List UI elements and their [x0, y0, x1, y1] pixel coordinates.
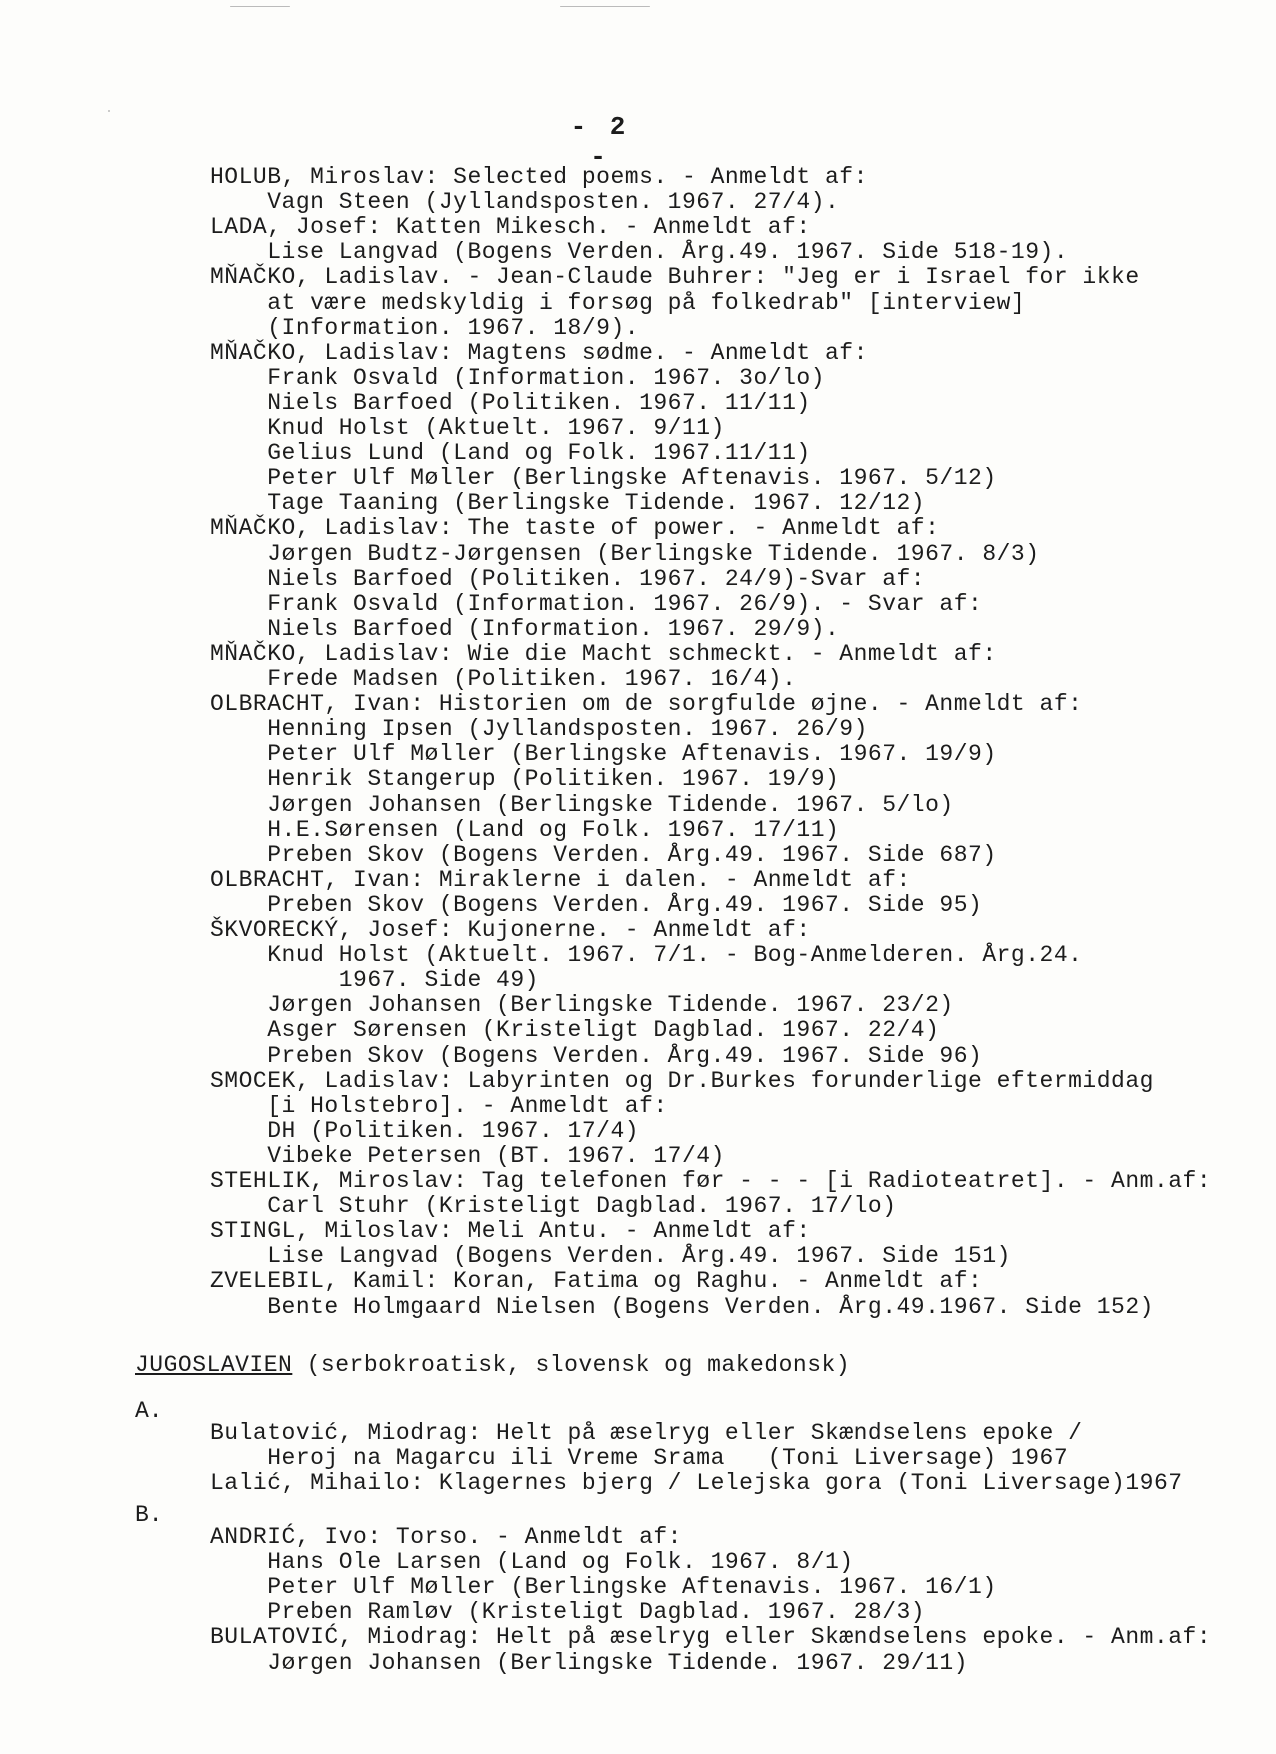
entry-review-line: Gelius Lund (Land og Folk. 1967.11/11)	[210, 440, 811, 467]
entry-heading-line: MŇAČKO, Ladislav: Magtens sødme. - Anmeldt af:	[210, 339, 868, 366]
entry-review-line: Vibeke Petersen (BT. 1967. 17/4)	[210, 1142, 725, 1169]
section-heading-jugoslavien	[135, 1352, 850, 1378]
section-line: Hans Ole Larsen (Land og Folk. 1967. 8/1)	[210, 1549, 854, 1576]
entry-review-line: Preben Skov (Bogens Verden. Årg.49. 1967. Side 96)	[210, 1042, 983, 1069]
entry-heading-line: STINGL, Miloslav: Meli Antu. - Anmeldt af:	[210, 1218, 811, 1245]
entry-review-line: Jørgen Budtz-Jørgensen (Berlingske Tidende. 1967. 8/3)	[210, 540, 1040, 567]
scan-speck	[560, 6, 650, 7]
section-line: ANDRIĆ, Ivo: Torso. - Anmeldt af:	[210, 1524, 682, 1550]
entry-review-line: Lise Langvad (Bogens Verden. Årg.49. 1967. Side 151)	[210, 1243, 1011, 1270]
entry-review-line: Knud Holst (Aktuelt. 1967. 9/11)	[210, 415, 725, 441]
section-line: Peter Ulf Møller (Berlingske Aftenavis. 1967. 16/1)	[210, 1574, 997, 1601]
entry-review-line: 1967. Side 49)	[210, 967, 539, 994]
page-number: - 2 -	[570, 112, 630, 172]
entry-heading-line: SMOCEK, Ladislav: Labyrinten og Dr.Burkes forunderlige eftermiddag	[210, 1067, 1154, 1094]
entry-review-line: DH (Politiken. 1967. 17/4)	[210, 1117, 640, 1144]
entry-review-line: [i Holstebro]. - Anmeldt af:	[210, 1092, 668, 1119]
entry-review-line: Jørgen Johansen (Berlingske Tidende. 1967. 23/2)	[210, 992, 954, 1019]
entry-review-line: Preben Skov (Bogens Verden. Årg.49. 1967. Side 95)	[210, 891, 983, 918]
entry-heading-line: ZVELEBIL, Kamil: Koran, Fatima og Raghu. - Anmeldt af:	[210, 1268, 983, 1295]
scan-speck	[108, 110, 110, 112]
section-a-label: A.	[135, 1398, 163, 1424]
entry-review-line: Bente Holmgaard Nielsen (Bogens Verden. Årg.49.1967. Side 152)	[210, 1293, 1154, 1320]
entry-review-line: Jørgen Johansen (Berlingske Tidende. 1967. 5/lo)	[210, 791, 954, 818]
entry-heading-line: HOLUB, Miroslav: Selected poems. - Anmeldt af:	[210, 164, 868, 190]
entry-review-line: Niels Barfoed (Politiken. 1967. 24/9)-Svar af:	[210, 565, 926, 592]
entry-review-line: Tage Taaning (Berlingske Tidende. 1967. 12/12)	[210, 490, 926, 517]
section-b-label: B.	[135, 1502, 163, 1528]
entry-heading-line: MŇAČKO, Ladislav. - Jean-Claude Buhrer: "Jeg er i Israel for ikke	[210, 264, 1140, 291]
section-line: Heroj na Magarcu ili Vreme Srama (Toni Liversage) 1967	[210, 1445, 1069, 1472]
entry-heading-line: OLBRACHT, Ivan: Historien om de sorgfulde øjne. - Anmeldt af:	[210, 691, 1083, 718]
entry-review-line: Niels Barfoed (Information. 1967. 29/9).	[210, 615, 840, 642]
entry-heading-line: MŇAČKO, Ladislav: The taste of power. - Anmeldt af:	[210, 515, 940, 542]
entry-review-line: Carl Stuhr (Kristeligt Dagblad. 1967. 17/lo)	[210, 1193, 897, 1220]
entry-review-line: Asger Sørensen (Kristeligt Dagblad. 1967. 22/4)	[210, 1017, 940, 1044]
section-line: Bulatović, Miodrag: Helt på æselryg eller Skændselens epoke /	[210, 1420, 1083, 1446]
entry-review-line: Niels Barfoed (Politiken. 1967. 11/11)	[210, 389, 811, 416]
section-line: Preben Ramløv (Kristeligt Dagblad. 1967. 28/3)	[210, 1599, 926, 1626]
entry-heading-line: STEHLIK, Miroslav: Tag telefonen før - - - [i Radioteatret]. - Anm.af:	[210, 1168, 1212, 1194]
entry-review-line: Henrik Stangerup (Politiken. 1967. 19/9)	[210, 766, 840, 793]
entry-review-line: Preben Skov (Bogens Verden. Årg.49. 1967. Side 687)	[210, 841, 997, 868]
entry-review-line: H.E.Sørensen (Land og Folk. 1967. 17/11)	[210, 816, 840, 843]
entry-review-line: Frede Madsen (Politiken. 1967. 16/4).	[210, 666, 797, 692]
entry-review-line: Henning Ipsen (Jyllandsposten. 1967. 26/9)	[210, 716, 868, 743]
scan-speck	[230, 6, 290, 7]
entry-heading-line: ŠKVORECKÝ, Josef: Kujonerne. - Anmeldt af:	[210, 917, 811, 943]
entry-review-line: Frank Osvald (Information. 1967. 3o/lo)	[210, 364, 825, 391]
entry-review-line: at være medskyldig i forsøg på folkedrab" [interview]	[210, 289, 1026, 316]
entry-heading-line: OLBRACHT, Ivan: Miraklerne i dalen. - Anmeldt af:	[210, 866, 911, 893]
entry-review-line: Vagn Steen (Jyllandsposten. 1967. 27/4).	[210, 189, 840, 216]
entry-review-line: Knud Holst (Aktuelt. 1967. 7/1. - Bog-Anmelderen. Årg.24.	[210, 942, 1083, 969]
section-heading-subtitle: (serbokroatisk, slovensk og makedonsk)	[292, 1352, 851, 1378]
section-heading-title: JUGOSLAVIEN	[135, 1352, 293, 1378]
entry-review-line: Peter Ulf Møller (Berlingske Aftenavis. 1967. 5/12)	[210, 465, 997, 492]
section-line: Jørgen Johansen (Berlingske Tidende. 1967. 29/11)	[210, 1649, 969, 1676]
entry-heading-line: MŇAČKO, Ladislav: Wie die Macht schmeckt. - Anmeldt af:	[210, 640, 997, 667]
entry-review-line: (Information. 1967. 18/9).	[210, 314, 640, 341]
entry-review-line: Peter Ulf Møller (Berlingske Aftenavis. 1967. 19/9)	[210, 741, 997, 768]
section-line: Lalić, Mihailo: Klagernes bjerg / Lelejska gora (Toni Liversage)1967	[210, 1470, 1183, 1497]
entry-heading-line: LADA, Josef: Katten Mikesch. - Anmeldt af:	[210, 214, 811, 241]
entry-review-line: Frank Osvald (Information. 1967. 26/9). - Svar af:	[210, 590, 983, 617]
section-line: BULATOVIĆ, Miodrag: Helt på æselryg eller Skændselens epoke. - Anm.af:	[210, 1624, 1212, 1651]
entry-review-line: Lise Langvad (Bogens Verden. Årg.49. 1967. Side 518-19).	[210, 239, 1069, 266]
